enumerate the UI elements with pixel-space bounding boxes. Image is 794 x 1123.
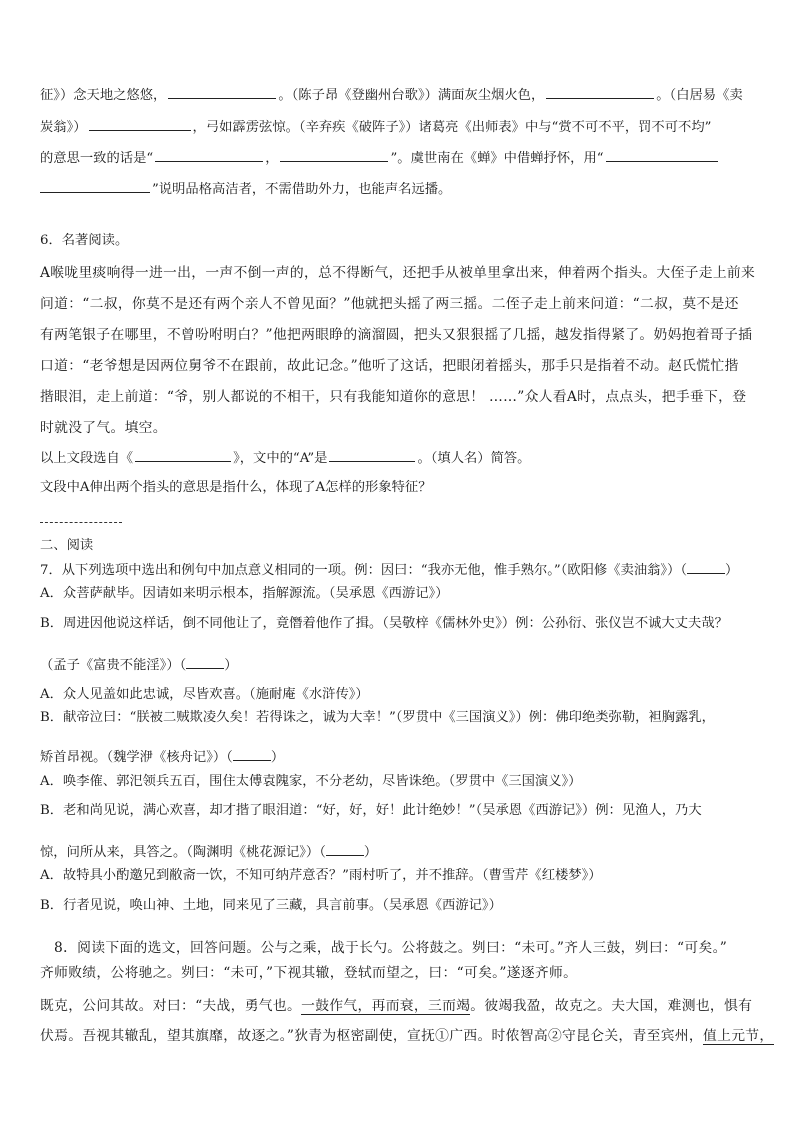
q6-passage-line: 问道：“二叔，你莫不是还有两个亲人不曾见面？”他就把头摇了两三摇。二侄子走上前来问道：“二叔，莫不是还	[40, 296, 739, 312]
text: 。彼竭我盈，故克之。夫大国，难测也，惧有	[470, 998, 753, 1014]
text: 。（陈子昂《登幽州台歌》）满面灰尘烟火色，	[278, 88, 545, 103]
text: 。（白居易《卖	[656, 88, 743, 103]
answer-blank[interactable]	[155, 147, 263, 162]
q6-passage-line: 口道：“老爷想是因两位舅爷不在跟前，故此记念。”他听了这话，把眼闭着摇头，那手只是指着不动。赵氏慌忙揩	[40, 358, 739, 374]
q6-fill-line	[40, 447, 764, 469]
text: ）	[270, 750, 285, 765]
answer-blank[interactable]	[606, 147, 718, 162]
answer-blank[interactable]	[40, 178, 150, 193]
q6-passage-line: A喉咙里痰响得一进一出，一声不倒一声的，总不得断气，还把手从被单里拿出来，伸着两个指头。大侄子走上前来	[40, 265, 756, 281]
poetry-line-3	[40, 147, 764, 169]
underlined-sentence: 值上元节，	[703, 1028, 774, 1044]
q7-option-b[interactable]: B．献帝泣曰：“朕被二贼欺凌久矣！若得诛之，诚为大幸！”（罗贯中《三国演义》）例：佛印绝类弥勒，袒胸露乳，	[40, 710, 715, 725]
text: ，	[265, 151, 279, 166]
answer-blank[interactable]	[233, 747, 271, 761]
text: ”说明品格高洁者，不需借助外力，也能声名远播。	[152, 182, 452, 197]
text: ”。虞世南在《蝉》中借蝉抒怀，用“	[390, 151, 604, 166]
q7-stem	[40, 560, 764, 581]
q7-option-a[interactable]: A．唤李傕、郭汜领兵五百，围住太傅袁隗家，不分老幼，尽皆诛绝。（罗贯中《三国演义》）	[40, 774, 582, 789]
text: （孟子《富贵不能淫》）（	[40, 658, 187, 673]
q6-passage-line: 有两笔银子在哪里，不曾吩咐明白？”他把两眼睁的滴溜圆，把头又狠狠摇了几摇，越发指得紧了。奶妈抱着哥子插	[40, 327, 753, 343]
text: 。（填人名）简答。	[417, 451, 531, 466]
q7-option-b[interactable]: B．老和尚见说，满心欢喜，却才揩了眼泪道：“好，好，好！此计绝妙！”（吴承恩《西游记》）例：见渔人，乃大	[40, 803, 702, 818]
text: ）	[363, 845, 378, 860]
q7-option-b[interactable]: B．行者见说，唤山神、土地，同来见了三藏，具言前事。（吴承恩《西游记》）	[40, 898, 502, 913]
q7-option-a[interactable]: A．故特具小酌邀兄到敝斋一饮，不知可纳芹意否？”雨村听了，并不推辞。（曹雪芹《红楼梦》）	[40, 868, 602, 883]
q6-question: 文段中A伸出两个指头的意思是指什么，体现了A怎样的形象特征？	[40, 480, 432, 495]
answer-blank[interactable]	[89, 116, 191, 131]
text: 炭翁》）	[40, 120, 87, 135]
text: 矫首昂视。（魏学洢《核舟记》）（	[40, 750, 233, 765]
q8-line	[40, 996, 764, 1016]
text: ）	[224, 658, 238, 673]
underlined-sentence: 一鼓作气，再而衰，三而竭	[301, 998, 471, 1014]
q8-line: 齐师败绩，公将驰之。刿曰：“未可，”下视其辙，登轼而望之，曰：“可矣。”遂逐齐师。	[40, 965, 578, 981]
answer-blank[interactable]	[280, 147, 388, 162]
text: ，弓如霹雳弦惊。（辛弃疾《破阵子》）诸葛亮《出师表》中与“赏不可不平，罚不可不均”	[192, 120, 712, 135]
answer-blank[interactable]	[168, 84, 276, 99]
q7-example-source	[40, 655, 764, 676]
q7-option-a[interactable]: A．众人见盖如此忠诚，尽皆欢喜。（施耐庵《水浒传》）	[40, 687, 369, 702]
section-heading: 二、阅读	[40, 538, 94, 553]
text: 》，文中的“A”是	[233, 451, 328, 466]
q8-line	[40, 1026, 774, 1046]
answer-blank[interactable]	[687, 560, 725, 574]
q6-passage-line: 揩眼泪，走上前道：“爷，别人都说的不相干，只有我能知道你的意思！ ……”众人看A时，点点头，把手垂下，登	[40, 389, 747, 405]
q7-example-source	[40, 842, 764, 863]
text: 伏焉。吾视其辙乱，望其旗靡，故逐之。”狄青为枢密副使，宣抚①广西。时侬智高②守昆仑关，青至宾州，	[40, 1028, 704, 1044]
answer-blank[interactable]	[186, 655, 224, 669]
text: 征》）念天地之悠悠，	[40, 88, 167, 103]
answer-blank[interactable]	[546, 84, 654, 99]
poetry-line-2	[40, 116, 764, 138]
answer-dashed-line[interactable]	[40, 522, 122, 523]
poetry-line-1	[40, 84, 764, 106]
person-name-blank[interactable]	[329, 447, 415, 462]
q8-line: 8．阅读下面的选文，回答问题。公与之乘，战于长勺。公将鼓之。刿曰：“未可。”齐人三鼓，刿曰：“可矣。”	[54, 940, 728, 956]
text: 7．从下列选项中选出和例句中加点意义相同的一项。例：因曰：“我亦无他，惟手熟尔。”（欧阳修《卖油翁》）（	[40, 563, 688, 578]
q7-option-b[interactable]: B．周进因他说这样话，倒不同他让了，竟僭着他作了揖。（吴敬梓《儒林外史》）例：公孙衍、张仪岂不诚大丈夫哉？	[40, 616, 728, 631]
book-title-blank[interactable]	[135, 447, 231, 462]
poetry-line-4	[40, 178, 764, 200]
q6-passage-line: 时就没了气。填空。	[40, 420, 167, 436]
text: 的意思一致的话是“	[40, 151, 154, 166]
q7-option-a[interactable]: A．众菩萨献毕。因请如来明示根本，指解源流。（吴承恩《西游记》）	[40, 586, 449, 601]
q6-heading: 6．名著阅读。	[40, 233, 129, 248]
text: 既克，公问其故。对曰：“夫战，勇气也。	[40, 998, 302, 1014]
q7-example-source	[40, 747, 764, 768]
text: 惊，问所从来，具答之。（陶渊明《桃花源记》）（	[40, 845, 326, 860]
text: ）	[725, 563, 739, 578]
text: 以上文段选自《	[40, 451, 134, 466]
answer-blank[interactable]	[326, 842, 364, 856]
